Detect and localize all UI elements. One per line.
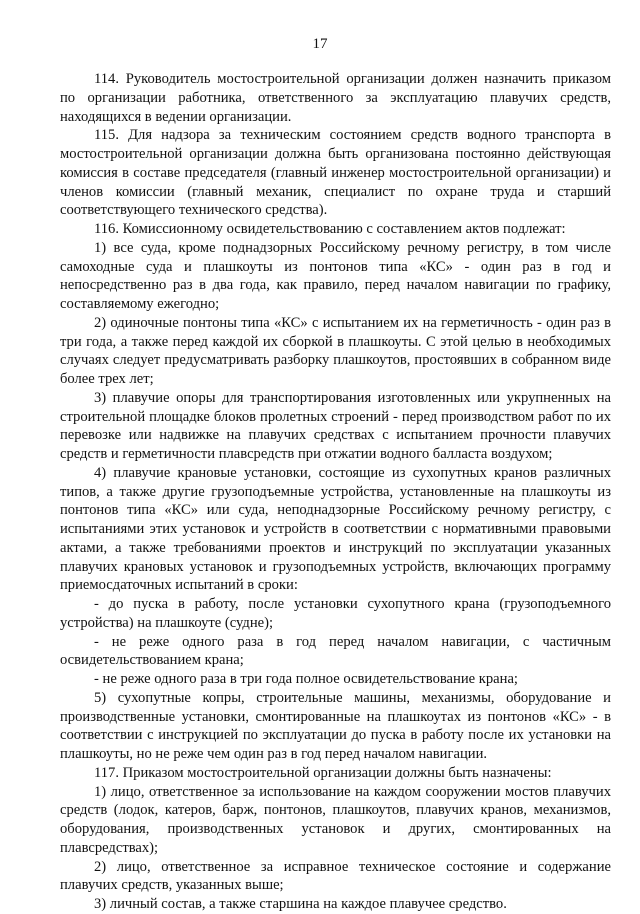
- document-body: [60, 70, 611, 914]
- list-item-116-4: 4) плавучие крановые установки, состоящие из сухопутных кранов различных типов, а также другие грузоподъемные устройства, установленные на плашкоуты из понтонов типа «КС» или суда, неподнадзорные Российскому речному регистру, с испытаниями этих установок и устройств в соответствии с нормативными правовыми актами, а также требованиями проектов и инструкций по эксплуатации указанных плавучих крановых установок и грузоподъемных устройств, включающих программу приемосдаточных испытаний в сроки:: [60, 464, 611, 594]
- sub-item-before-start: - до пуска в работу, после установки сухопутного крана (грузоподъемного устройства) на плашкоуте (судне);: [60, 596, 611, 631]
- sub-item-yearly: - не реже одного раза в год перед началом навигации, с частичным освидетельствованием крана;: [60, 633, 611, 669]
- page-number: 17: [312, 36, 328, 52]
- paragraph-117: 117. Приказом мостостроительной организации должны быть назначены:: [94, 764, 552, 781]
- list-item-117-1: 1) лицо, ответственное за использование на каждом сооружении мостов плавучих средств (лодок, катеров, барж, понтонов, плашкоутов, плавучих кранов, механизмов, оборудования, производственных установок и других, смонтированных на плавсредствах);: [60, 783, 611, 856]
- paragraph-114: 114. Руководитель мостостроительной организации должен назначить приказом по организации работника, ответственного за эксплуатацию плавучих средств, находящихся в ведении организации.: [60, 71, 611, 125]
- list-item-117-3: 3) личный состав, а также старшина на каждое плавучее средство.: [94, 896, 507, 912]
- list-item-117-2: 2) лицо, ответственное за исправное техническое состояние и содержание плавучих средств, указанных выше;: [60, 858, 611, 894]
- list-item-116-5: 5) сухопутные копры, строительные машины, механизмы, оборудование и производственные установки, смонтированные на плашкоутах из понтонов «КС» - в соответствии с инструкцией по эксплуатации до пуска в работу после их установки на плашкоуты, но не реже чем один раз в год перед началом навигации.: [60, 689, 611, 762]
- paragraph-115: 115. Для надзора за техническим состоянием средств водного транспорта в мостостроительной организации должна быть организована постоянно действующая комиссия в составе председателя (главный инженер мостостроительной организации) и членов комиссии (главный механик, специалист по охране труда и старший соответствующего технического средства).: [60, 127, 611, 219]
- list-item-116-2: 2) одиночные понтоны типа «КС» с испытанием их на герметичность - один раз в три года, а также перед каждой их сборкой в плашкоуты. С этой целью в необходимых случаях следует предусматривать разборку плашкоутов, простоявших в собранном виде более трех лет;: [60, 314, 611, 387]
- list-item-116-3: 3) плавучие опоры для транспортирования изготовленных или укрупненных на строительной площадке блоков пролетных строений - перед производством работ по их перевозке или надвижке на плавучих средствах с испытанием прочности плавучих средств и герметичности плавсредств при отжатии водного балласта воздухом;: [60, 389, 611, 462]
- sub-item-three-years: - не реже одного раза в три года полное освидетельствование крана;: [94, 671, 518, 687]
- paragraph-116: 116. Комиссионному освидетельствованию с составлением актов подлежат:: [94, 221, 566, 237]
- list-item-116-1: 1) все суда, кроме поднадзорных Российскому речному регистру, в том числе самоходные суда и плашкоуты из понтонов типа «КС» - один раз в год и непосредственно раз в два года, как правило, перед началом навигации по графику, составляемому ежегодно;: [60, 239, 611, 312]
